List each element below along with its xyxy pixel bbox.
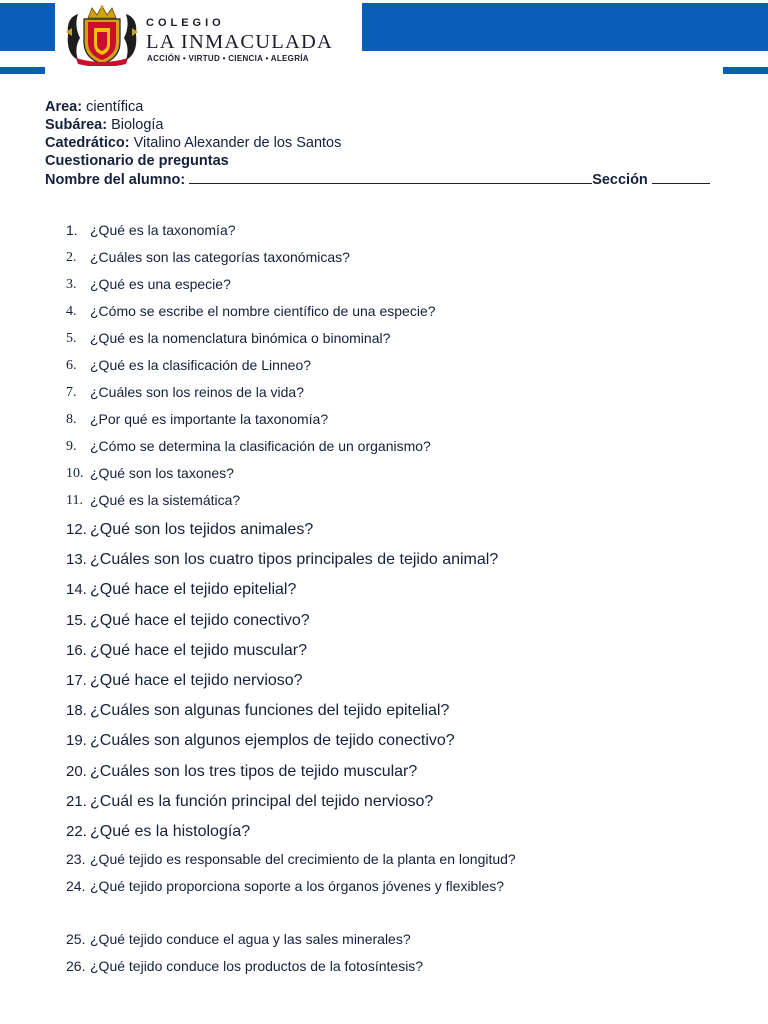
question-number: 7.	[66, 385, 77, 400]
question-item	[66, 434, 756, 461]
question-item	[66, 545, 756, 575]
teacher-value: Vitalino Alexander de los Santos	[133, 135, 342, 151]
school-label-small: COLEGIO	[146, 17, 225, 29]
question-text: ¿Qué hace el tejido nervioso?	[90, 671, 303, 689]
question-number: 20.	[66, 762, 87, 780]
question-gap	[66, 901, 756, 927]
question-item	[66, 927, 756, 954]
question-number: 16.	[66, 641, 87, 659]
question-number: 24.	[66, 878, 86, 895]
question-number: 5.	[66, 331, 77, 346]
question-text: ¿Cuáles son las categorías taxonómicas?	[90, 249, 350, 265]
question-item	[66, 380, 756, 407]
question-text: ¿Qué tejido es responsable del crecimiento de la planta en longitud?	[90, 851, 516, 868]
subarea-row	[45, 116, 725, 134]
area-label: Area:	[45, 99, 83, 115]
question-number: 21.	[66, 792, 87, 810]
question-text: ¿Cuáles son los reinos de la vida?	[90, 384, 305, 400]
question-number: 2.	[66, 250, 77, 265]
question-text: ¿Cuáles son los tres tipos de tejido muscular?	[90, 762, 418, 780]
question-text: ¿Qué tejido conduce los productos de la fotosíntesis?	[90, 958, 424, 975]
question-item	[66, 575, 756, 605]
form-title-row	[45, 152, 725, 170]
school-logo	[64, 4, 364, 66]
question-number: 1.	[66, 222, 78, 238]
question-item	[66, 245, 756, 272]
question-text: ¿Qué es una especie?	[90, 276, 231, 292]
question-text: ¿Cómo se escribe el nombre científico de una especie?	[90, 303, 436, 319]
header-strip-left	[0, 67, 45, 74]
question-text: ¿Qué hace el tejido muscular?	[90, 641, 307, 659]
area-row	[45, 98, 725, 116]
question-item	[66, 326, 756, 353]
question-number: 18.	[66, 702, 87, 720]
question-list	[66, 218, 756, 981]
question-item	[66, 488, 756, 515]
question-item	[66, 461, 756, 488]
question-number: 12.	[66, 521, 87, 538]
question-item	[66, 787, 756, 817]
teacher-label: Catedrático:	[45, 135, 130, 151]
question-text: ¿Cuáles son los cuatro tipos principales de tejido animal?	[90, 551, 499, 569]
header-strip-right	[723, 67, 768, 74]
school-name: LA INMACULADA	[146, 31, 333, 53]
subarea-label: Subárea:	[45, 117, 108, 133]
question-text: ¿Qué hace el tejido epitelial?	[90, 581, 297, 599]
header-bar-left	[0, 3, 55, 51]
student-name-label: Nombre del alumno:	[45, 172, 186, 188]
question-text: ¿Qué es la taxonomía?	[90, 222, 236, 238]
question-item	[66, 606, 756, 636]
question-number: 25.	[66, 931, 86, 948]
question-number: 15.	[66, 611, 87, 629]
student-info	[45, 98, 725, 189]
student-name-line[interactable]	[189, 170, 592, 184]
question-text: ¿Qué son los taxones?	[90, 465, 234, 481]
question-number: 26.	[66, 958, 86, 975]
question-item	[66, 696, 756, 726]
form-title: Cuestionario de preguntas	[45, 153, 229, 169]
question-text: ¿Qué es la clasificación de Linneo?	[90, 357, 312, 373]
school-motto: ACCIÓN • VIRTUD • CIENCIA • ALEGRÍA	[147, 54, 309, 63]
question-text: ¿Cuál es la función principal del tejido nervioso?	[90, 792, 434, 810]
question-item	[66, 666, 756, 696]
school-crest-icon	[64, 4, 140, 66]
question-text: ¿Qué es la sistemática?	[90, 492, 241, 508]
question-item	[66, 817, 756, 847]
question-item	[66, 757, 756, 787]
question-item	[66, 954, 756, 981]
question-item	[66, 353, 756, 380]
question-item	[66, 272, 756, 299]
question-item	[66, 218, 756, 245]
student-name-row	[45, 170, 725, 189]
question-number: 14.	[66, 581, 87, 599]
question-item	[66, 847, 756, 874]
question-item	[66, 407, 756, 434]
question-text: ¿Qué es la nomenclatura binómica o binominal?	[90, 330, 391, 346]
question-text: ¿Qué son los tejidos animales?	[90, 521, 314, 538]
question-number: 19.	[66, 732, 87, 750]
question-number: 10.	[66, 466, 84, 481]
header-bar-right	[362, 3, 768, 51]
question-number: 4.	[66, 304, 77, 319]
question-number: 13.	[66, 551, 87, 569]
question-item	[66, 636, 756, 666]
question-number: 17.	[66, 671, 87, 689]
question-item	[66, 874, 756, 901]
teacher-row	[45, 134, 725, 152]
question-text: ¿Cuáles son algunas funciones del tejido epitelial?	[90, 702, 450, 720]
subarea-value: Biología	[111, 117, 164, 133]
question-text: ¿Qué tejido proporciona soporte a los órganos jóvenes y flexibles?	[90, 878, 505, 895]
question-text: ¿Qué es la histología?	[90, 822, 251, 840]
question-number: 9.	[66, 439, 77, 454]
question-item	[66, 299, 756, 326]
question-number: 8.	[66, 412, 77, 427]
question-item	[66, 515, 756, 545]
area-value: científica	[86, 99, 144, 115]
question-item	[66, 726, 756, 756]
question-number: 11.	[66, 493, 83, 508]
section-line[interactable]	[652, 170, 710, 184]
question-number: 6.	[66, 358, 77, 373]
section-label: Sección	[592, 172, 648, 188]
question-text: ¿Qué tejido conduce el agua y las sales minerales?	[90, 931, 411, 948]
question-number: 23.	[66, 851, 86, 868]
question-text: ¿Por qué es importante la taxonomía?	[90, 411, 329, 427]
question-number: 3.	[66, 277, 77, 292]
question-text: ¿Cómo se determina la clasificación de un organismo?	[90, 438, 431, 454]
question-number: 22.	[66, 822, 87, 840]
question-text: ¿Cuáles son algunos ejemplos de tejido conectivo?	[90, 732, 455, 750]
question-text: ¿Qué hace el tejido conectivo?	[90, 611, 310, 629]
